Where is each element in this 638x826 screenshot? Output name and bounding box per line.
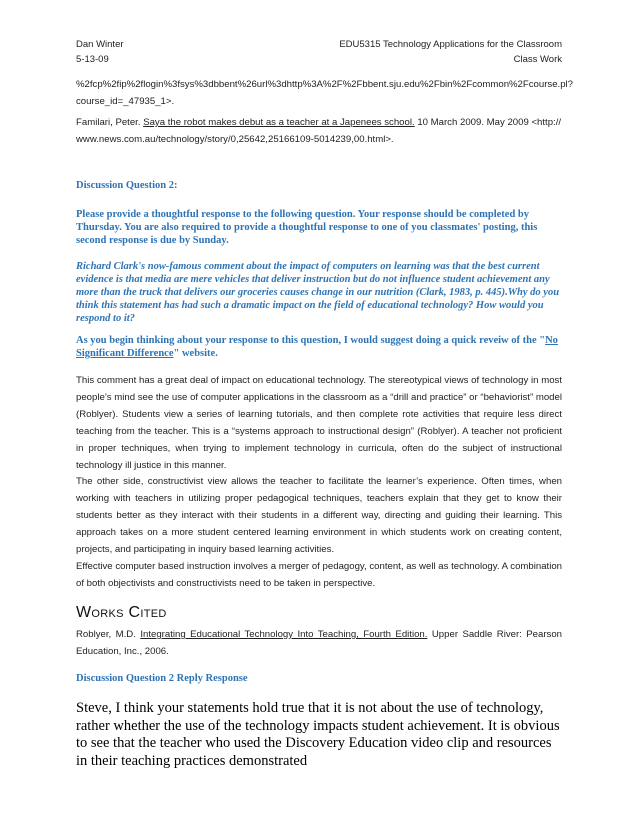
clark-quote: Richard Clark's now-famous comment about the impact of computers on learning was that the best current evidence is that media are mere vehicles that deliver instruction but do not influence student achievement any more than the truck that delivers our groceries causes change in our nutrition (Clark, 1983, p. 445).Why do you think this statement has had such a dramatic impact on the field of educational technology? How would you respond to it?	[76, 261, 560, 324]
roblyer-author: Roblyer, M.D.	[76, 629, 141, 640]
response-paragraph-2: The other side, constructivist view allows the teacher to facilitate the learner’s experience. Often times, when working with teachers in utilizing proper pedagogical techniques, teachers explain that they get to know their students better as they interact with their students in a different way, directing and guiding their learning. This approach takes on a more student centered learning environment in which students work on creating content, projects, and participating in inquiry based learning activities.	[76, 476, 562, 555]
header-course: EDU5315 Technology Applications for the Classroom	[339, 39, 562, 50]
familari-url: www.news.com.au/technology/story/0,25642,25166109-5014239,00.html>.	[76, 134, 394, 145]
reply-text: Steve, I think your statements hold true that it is not about the use of technology, rather whether the use of the technology impacts student achievement. It is obvious to see that the teacher who used the Discovery Education video clip and resources in their teaching practices demonstrated	[76, 700, 560, 769]
works-cited-heading: Works Cited	[76, 604, 167, 621]
roblyer-title: Integrating Educational Technology Into Teaching, Fourth Edition.	[140, 629, 428, 640]
header-author: Dan Winter	[76, 39, 124, 50]
familari-date: 10 March 2009. May 2009 <http://	[414, 117, 562, 128]
discussion-heading: Discussion Question 2:	[76, 180, 178, 191]
works-cited-entry	[76, 626, 562, 660]
reference-familari	[76, 114, 562, 148]
response-paragraph-3: Effective computer based instruction involves a merger of pedagogy, content, as well as technology. A combination of both objectivists and constructivists need to be taken in perspective.	[76, 561, 562, 589]
url-line-1: %2fcp%2fip%2flogin%3fsys%3dbbent%26url%3dhttp%3A%2F%2Fbbent.sju.edu%2Fbin%2Fcommon%2Fcourse.pl?	[76, 79, 574, 90]
suggestion	[76, 334, 562, 360]
response-paragraph-1: This comment has a great deal of impact on educational technology. The stereotypical views of technology in most people’s mind see the use of computer applications in the classroom as a “drill and practice” or “behaviorist” model (Roblyer). Students view a series of learning tutorials, and then complete rote activities that require less direct teaching from the teacher. This is a “systems approach to instructional design” (Roblyer). A teacher not proficient in proper techniques, when trying to implement technology in curricula, often do the subject of instructional technology ill justice in this manner.	[76, 375, 562, 471]
roblyer-publisher: Upper Saddle River: Pearson Education, Inc., 2006.	[76, 629, 562, 657]
header-doc-type: Class Work	[513, 54, 562, 65]
header-date: 5-13-09	[76, 54, 109, 65]
url-line-2: course_id=_47935_1>.	[76, 96, 175, 107]
reference-url-continuation	[76, 76, 574, 110]
suggestion-end: " website.	[173, 348, 218, 359]
discussion-prompt: Please provide a thoughtful response to the following question. Your response should be completed by Thursday. You are also required to provide a thoughtful response to one of you classmates' posting, this second response is due by Sunday.	[76, 209, 538, 246]
suggestion-text: As you begin thinking about your response to this question, I would suggest doing a quick reveiw of the "	[76, 335, 546, 346]
familari-author: Familari, Peter.	[76, 117, 144, 128]
no-significant-difference-link[interactable]: No Significant Difference	[76, 335, 558, 359]
reply-heading: Discussion Question 2 Reply Response	[76, 673, 248, 684]
familari-title: Saya the robot makes debut as a teacher at a Japenees school.	[143, 117, 415, 128]
